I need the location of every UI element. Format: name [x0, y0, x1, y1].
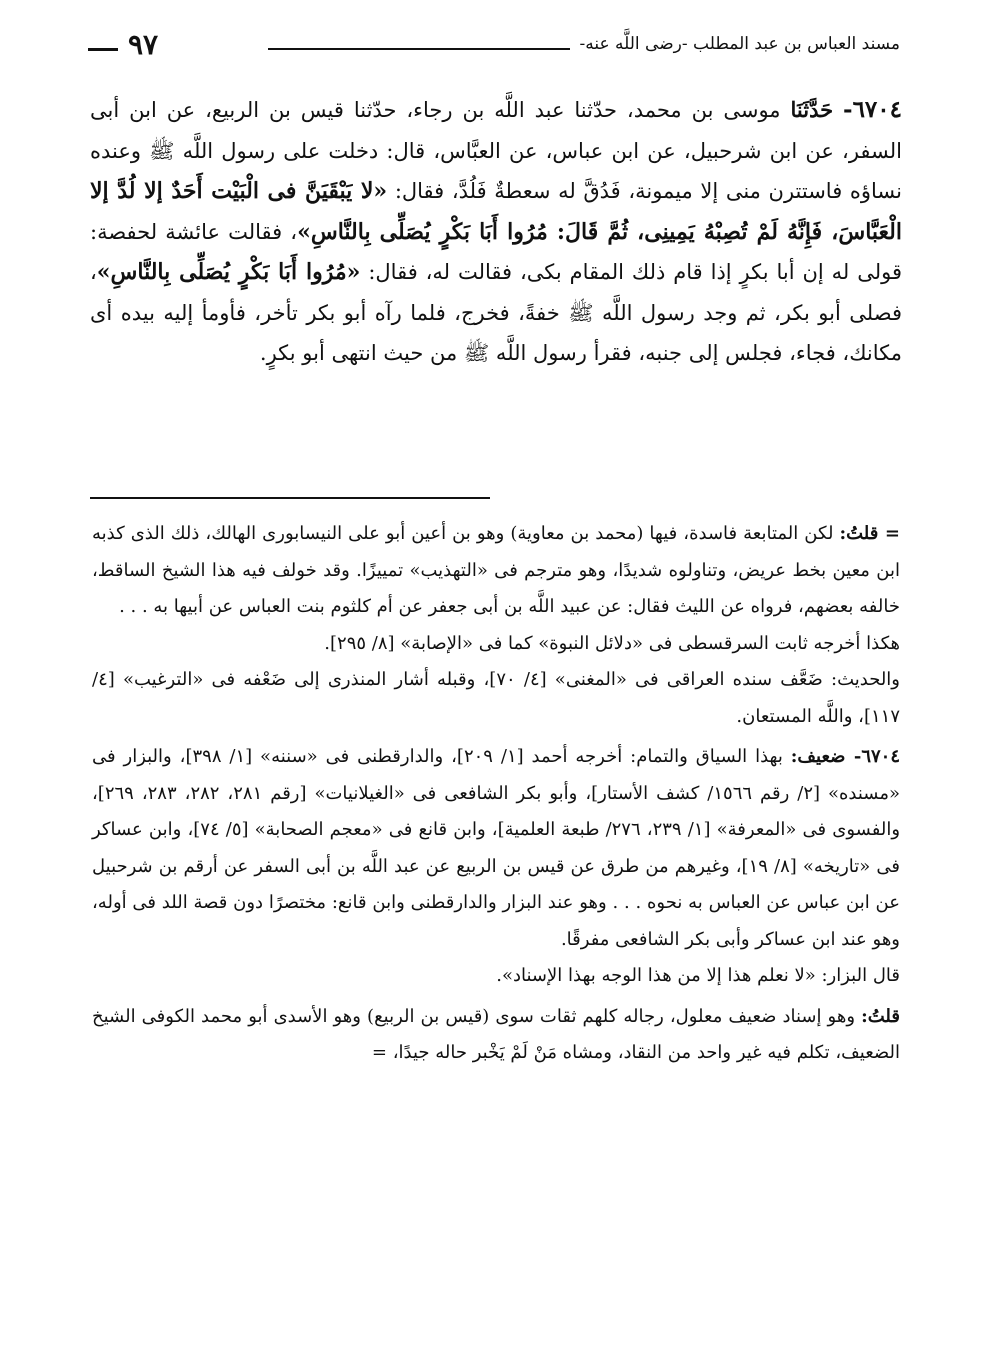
footnote-paragraph: قال البزار: «لا نعلم هذا إلا من هذا الوجه بهذا الإسناد».: [496, 965, 900, 986]
header-rule: [268, 48, 570, 50]
footnotes: [92, 516, 900, 1072]
hadith-quote-2: «مُرُوا أَبَا بَكْرٍ يُصَلِّى بِالنَّاسِ»: [96, 259, 361, 285]
hadith-body: [90, 90, 902, 374]
hadith-text-2: ، فقالت عائشة لحفصة: قولى له إن أبا بكرٍ إذا قام ذلك المقام بكى، فقالت له، فقال:: [90, 219, 902, 284]
hadith-text-3: ، فصلى أبو بكر، ثم وجد رسول اللَّه ﷺ خفةً، فخرج، فلما رآه أبو بكر تأخر، فأومأ إليه بيده أى مكانك، فجاء، فجلس إلى جنبه، فقرأ رسول اللَّه ﷺ من حيث انتهى أبو بكرٍ.: [90, 260, 902, 365]
header-dash: [88, 48, 118, 51]
running-header: [88, 28, 900, 68]
hadith-text-1: موسى بن محمد، حدّثنا عبد اللَّه بن رجاء، حدّثنا قيس بن الربيع، عن ابن أبى السفر، عن ابن شرحبيل، عن ابن عباس، عن العبَّاس، قال: دخلت على رسول اللَّه ﷺ وعنده نساؤه فاستترن منى إلا ميمونة، فَدُقَّ له سعطةٌ فَلُدَّ، فقال:: [90, 98, 902, 203]
footnote-paragraph: [92, 739, 900, 958]
footnote-lead: ٦٧٠٤- ضعيف:: [790, 746, 901, 767]
footnote-lead: = قلتُ:: [839, 523, 900, 544]
footnote-text: لكن المتابعة فاسدة، فيها (محمد بن معاوية) وهو بن أعين أبو على النيسابورى الهالك، ذلك الذى كذبه ابن معين بخط عريض، وتناولوه شديدًا، وهو مترجم فى «التهذيب» تمييزًا. وقد خولف فيه هذا الشيخ الساقط، خالفه بعضهم، فرواه عن الليث فقال: عن عبيد اللَّه بن أبى جعفر عن أم كلثوم بنت العباس عن أبيها به . . .: [92, 523, 900, 617]
hadith-quote-1: «لا يَبْقَيَنَّ فى الْبَيْت أَحَدٌ إلا لُدَّ إلا الْعَبَّاسَ، فَإِنَّهُ لَمْ تُصِبْهُ يَمِينِى، ثُمَّ قَالَ: مُرُوا أَبَا بَكْرٍ يُصَلِّى بِالنَّاسِ»: [90, 178, 902, 245]
hadith-paragraph: [90, 90, 902, 374]
header-title: مسند العباس بن عبد المطلب -رضى اللَّه عنه-: [579, 34, 900, 54]
hadith-opening: حَدَّثَنَا: [790, 97, 834, 122]
footnote-separator: [90, 497, 490, 499]
footnote-lead: قلتُ:: [861, 1005, 900, 1027]
hadith-number: ٦٧٠٤-: [843, 96, 902, 123]
footnote-paragraph: [92, 999, 900, 1072]
footnote-paragraph: والحديث: ضَعَّف سنده العراقى فى «المغنى» [٤/ ٧٠]، وقبله أشار المنذرى إلى ضَعْفه فى «الترغيب» [٤/ ١١٧]، واللَّه المستعان.: [92, 669, 900, 727]
footnote-paragraph: هكذا أخرجه ثابت السرقسطى فى «دلائل النبوة» كما فى «الإصابة» [٨/ ٢٩٥].: [324, 632, 900, 654]
page-number: ٩٧: [128, 28, 159, 61]
footnote-paragraph: [92, 516, 900, 626]
footnote-text: وهو إسناد ضعيف معلول، رجاله كلهم ثقات سوى (قيس بن الربيع) وهو الأسدى أبو محمد الكوفى الشيخ الضعيف، تكلم فيه غير واحد من النقاد، ومشاه مَنْ لَمْ يَخْبر حاله جيدًا، =: [92, 1005, 900, 1063]
footnote-text: بهذا السياق والتمام: أخرجه أحمد [١/ ٢٠٩]، والدارقطنى فى «سننه» [١/ ٣٩٨]، والبزار فى «مسنده» [٢/ رقم ١٥٦٦/ كشف الأستار]، وأبو بكر الشافعى فى «الغيلانيات» [رقم ٢٨١، ٢٨٢، ٢٨٣، ٢٦٩]، والفسوى فى «المعرفة» [١/ ٢٣٩، ٢٧٦/ طبعة العلمية]، وابن قانع فى «معجم الصحابة» [٥/ ٧٤]، وابن عساكر فى «تاريخه» [٨/ ١٩]، وغيرهم من طرق عن قيس بن الربيع عن عبد اللَّه بن أبى السفر عن أرقم بن شرحبيل عن ابن عباس عن العباس به نحوه . . . وهو عند البزار والدارقطنى وابن قانع: مختصرًا دون قصة اللد فى أوله، وهو عند ابن عساكر وأبى بكر الشافعى مفرقًا.: [92, 746, 901, 950]
